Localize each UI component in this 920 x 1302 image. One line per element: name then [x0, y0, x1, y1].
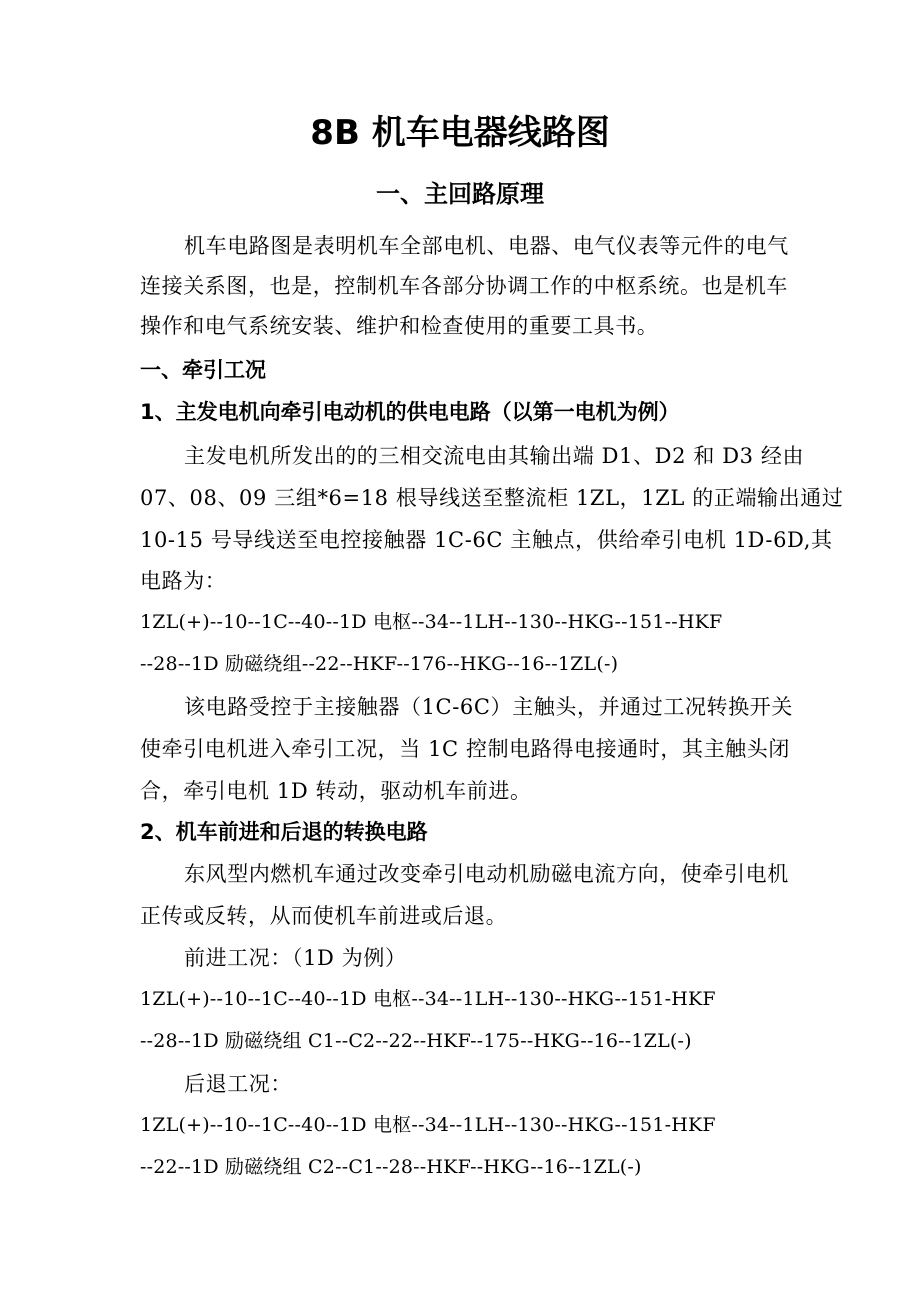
intro-line-1: 机车电路图是表明机车全部电机、电器、电气仪表等元件的电气 [184, 234, 789, 258]
item-1-text-line-1: 主发电机所发出的的三相交流电由其输出端 D1、D2 和 D3 经由 [184, 444, 805, 468]
forward-label: 前进工况：（1D 为例） [184, 946, 407, 970]
item-1-text-line-4: 电路为： [140, 569, 227, 593]
item-1-heading: 1、主发电机向牵引电动机的供电电路（以第一电机为例） [140, 400, 680, 424]
item-1-circuit-line-2: --28--1D 励磁绕组--22--HKF--176--HKG--16--1ZL(-) [140, 653, 619, 675]
intro-line-3: 操作和电气系统安装、维护和检查使用的重要工具书。 [140, 314, 659, 338]
reverse-circuit-line-1: 1ZL(+)--10--1C--40--1D 电枢--34--1LH--130--HKG--151-HKF [140, 1114, 716, 1136]
item-1-text-line-2: 07、08、09 三组*6=18 根导线送至整流柜 1ZL，1ZL 的正端输出通过 [140, 486, 844, 510]
section-title: 一、主回路原理 [376, 180, 544, 208]
item-1-note-line-1: 该电路受控于主接触器（1C-6C）主触头，并通过工况转换开关 [184, 695, 793, 719]
reverse-label: 后退工况： [184, 1072, 292, 1096]
forward-circuit-line-2: --28--1D 励磁绕组 C1--C2--22--HKF--175--HKG--16--1ZL(-) [140, 1030, 692, 1052]
item-1-text-line-3: 10-15 号导线送至电控接触器 1C-6C 主触点，供给牵引电机 1D-6D,其 [140, 528, 833, 552]
item-1-note-line-2: 使牵引电机进入牵引工况，当 1C 控制电路得电接通时，其主触头闭 [140, 737, 790, 761]
forward-circuit-line-1: 1ZL(+)--10--1C--40--1D 电枢--34--1LH--130--HKG--151-HKF [140, 988, 716, 1010]
item-2-heading: 2、机车前进和后退的转换电路 [140, 820, 428, 844]
item-2-text-line-2: 正传或反转，从而使机车前进或后退。 [140, 904, 508, 928]
item-1-note-line-3: 合，牵引电机 1D 转动，驱动机车前进。 [140, 779, 532, 803]
reverse-circuit-line-2: --22--1D 励磁绕组 C2--C1--28--HKF--HKG--16--1ZL(-) [140, 1156, 642, 1178]
item-2-text-line-1: 东风型内燃机车通过改变牵引电动机励磁电流方向，使牵引电机 [184, 862, 789, 886]
subsection-heading: 一、牵引工况 [140, 358, 266, 382]
item-1-circuit-line-1: 1ZL(+)--10--1C--40--1D 电枢--34--1LH--130--HKG--151--HKF [140, 611, 723, 633]
intro-line-2: 连接关系图，也是，控制机车各部分协调工作的中枢系统。也是机车 [140, 274, 788, 298]
document-title: 8B 机车电器线路图 [310, 113, 610, 153]
